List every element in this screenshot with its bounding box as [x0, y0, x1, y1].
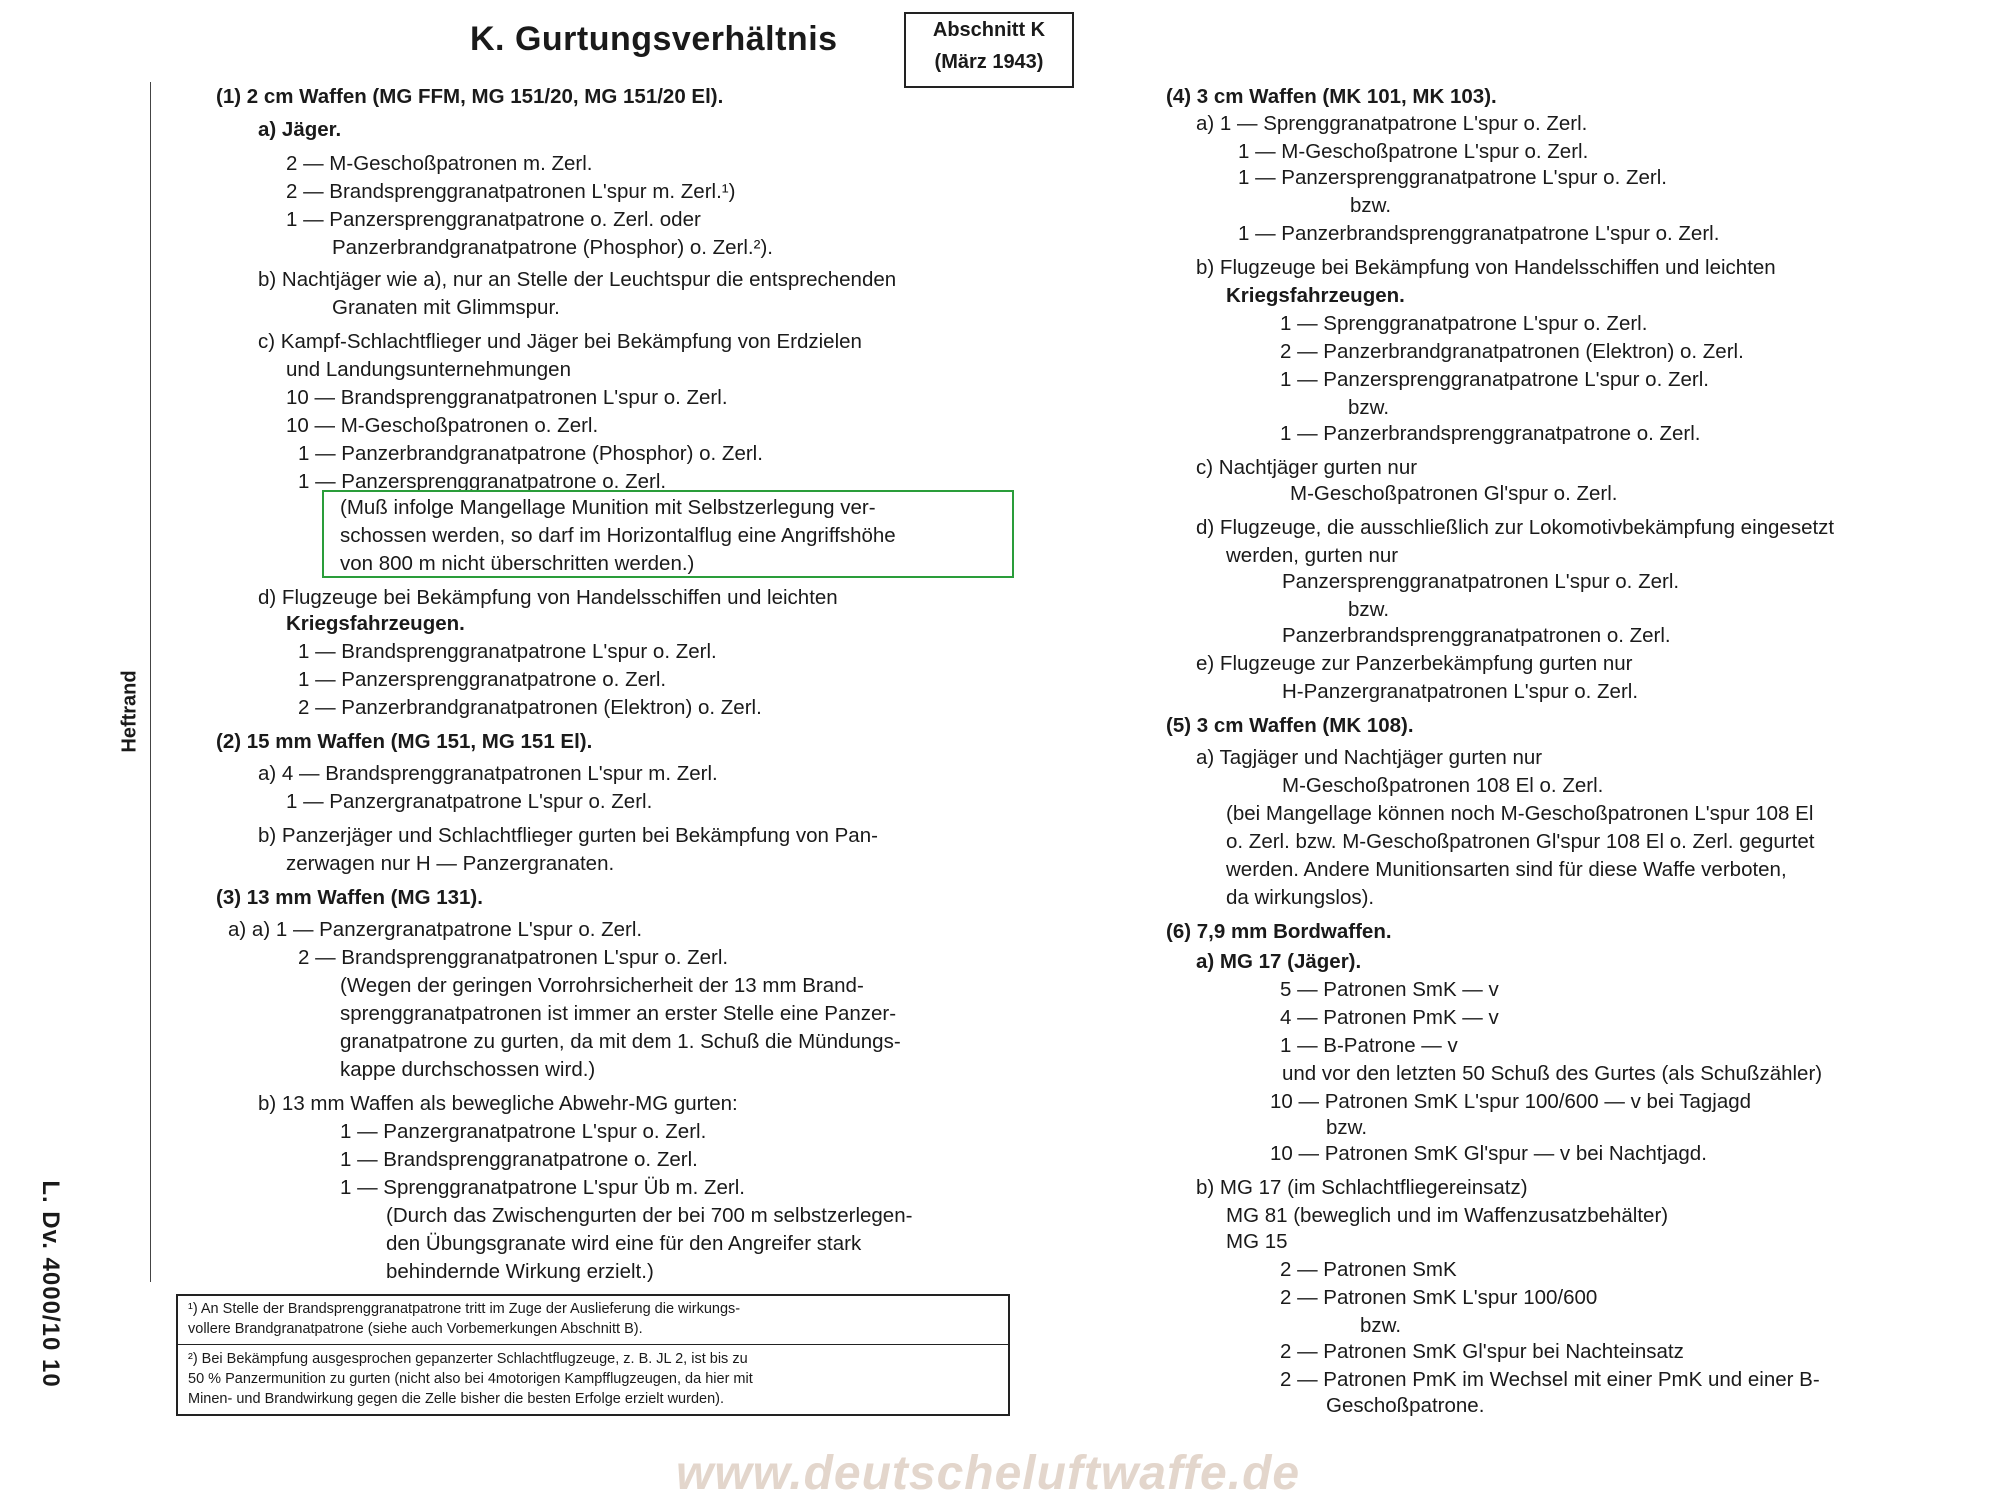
- right_column-line-27: o. Zerl. bzw. M-Geschoßpatronen Gl'spur 108 El o. Zerl. gegurtet: [1226, 830, 1815, 853]
- section-date: (März 1943): [934, 51, 1044, 73]
- left_column-line-41: behindernde Wirkung erzielt.): [386, 1260, 654, 1283]
- left_column-line-28: (3) 13 mm Waffen (MG 131).: [216, 886, 483, 909]
- right_column-line-31: a) MG 17 (Jäger).: [1196, 950, 1362, 973]
- margin-rule: [150, 82, 151, 1282]
- left_column-line-36: 1 — Panzergranatpatrone L'spur o. Zerl.: [340, 1120, 707, 1143]
- left_column-line-38: 1 — Sprenggranatpatrone L'spur Üb m. Zerl.: [340, 1176, 746, 1199]
- right_column-line-7: b) Flugzeuge bei Bekämpfung von Handelsschiffen und leichten: [1196, 256, 1776, 279]
- watermark: www.deutscheluftwaffe.de: [676, 1447, 1301, 1500]
- left_column-line-20: 1 — Brandsprenggranatpatrone L'spur o. Zerl.: [298, 640, 717, 663]
- right_column-line-8: Kriegsfahrzeugen.: [1226, 284, 1405, 307]
- left_column-line-25: 1 — Panzergranatpatrone L'spur o. Zerl.: [286, 790, 653, 813]
- footnotes-box: [176, 1294, 1010, 1416]
- right_column-line-20: Panzerbrandsprenggranatpatronen o. Zerl.: [1282, 624, 1671, 647]
- right_column-line-33: 4 — Patronen PmK — v: [1280, 1006, 1499, 1029]
- right_column-line-44: bzw.: [1360, 1314, 1402, 1337]
- right_column-line-4: 1 — Panzersprenggranatpatrone L'spur o. Zerl.: [1238, 166, 1667, 189]
- right_column-line-9: 1 — Sprenggranatpatrone L'spur o. Zerl.: [1280, 312, 1648, 335]
- left_column-line-31: (Wegen der geringen Vorrohrsicherheit der 13 mm Brand-: [340, 974, 864, 997]
- left_column-line-29: a) a) 1 — Panzergranatpatrone L'spur o. Zerl.: [228, 918, 643, 941]
- right_column-line-40: MG 81 (beweglich und im Waffenzusatzbehälter): [1226, 1204, 1669, 1227]
- footnote-2-line-1: ²) Bei Bekämpfung ausgesprochen gepanzerter Schlachtflugzeuge, z. B. JL 2, ist bis zu: [188, 1351, 748, 1367]
- footnote-1-line-2: vollere Brandgranatpatrone (siehe auch Vorbemerkungen Abschnitt B).: [188, 1321, 643, 1337]
- right_column-line-6: 1 — Panzerbrandsprenggranatpatrone L'spur o. Zerl.: [1238, 222, 1720, 245]
- right_column-line-24: a) Tagjäger und Nachtjäger gurten nur: [1196, 746, 1543, 769]
- right_column-line-32: 5 — Patronen SmK — v: [1280, 978, 1499, 1001]
- left_column-line-32: sprenggranatpatronen ist immer an erster Stelle eine Panzer-: [340, 1002, 897, 1025]
- right_column-line-35: und vor den letzten 50 Schuß des Gurtes (als Schußzähler): [1282, 1062, 1823, 1085]
- left_column-line-11: 10 — Brandsprenggranatpatronen L'spur o. Zerl.: [286, 386, 728, 409]
- left_column-line-23: (2) 15 mm Waffen (MG 151, MG 151 El).: [216, 730, 593, 753]
- right_column-line-5: bzw.: [1350, 194, 1392, 217]
- right_column-line-19: bzw.: [1348, 598, 1390, 621]
- left_column-line-17: von 800 m nicht überschritten werden.): [340, 552, 695, 575]
- page-title: K. Gurtungsverhältnis: [470, 20, 838, 58]
- left_column-line-21: 1 — Panzersprenggranatpatrone o. Zerl.: [298, 668, 667, 691]
- right_column-line-12: bzw.: [1348, 396, 1390, 419]
- right_column-line-13: 1 — Panzerbrandsprenggranatpatrone o. Zerl.: [1280, 422, 1701, 445]
- right_column-line-10: 2 — Panzerbrandgranatpatronen (Elektron) o. Zerl.: [1280, 340, 1744, 363]
- footnote-2-line-3: Minen- und Brandwirkung gegen die Zelle bisher die besten Erfolge erzielt wurden).: [188, 1391, 724, 1407]
- right_column-line-16: d) Flugzeuge, die ausschließlich zur Lokomotivbekämpfung eingesetzt: [1196, 516, 1835, 539]
- left_column-line-15: (Muß infolge Mangellage Munition mit Selbstzerlegung ver-: [340, 496, 876, 519]
- left_column-line-19: Kriegsfahrzeugen.: [286, 612, 465, 635]
- right_column-line-23: (5) 3 cm Waffen (MK 108).: [1166, 714, 1414, 737]
- right_column-line-11: 1 — Panzersprenggranatpatrone L'spur o. Zerl.: [1280, 368, 1709, 391]
- left_column-line-37: 1 — Brandsprenggranatpatrone o. Zerl.: [340, 1148, 698, 1171]
- left_column-line-9: c) Kampf-Schlachtflieger und Jäger bei Bekämpfung von Erdzielen: [258, 330, 862, 353]
- left_column-line-40: den Übungsgranate wird eine für den Angreifer stark: [386, 1232, 862, 1255]
- left_column-line-12: 10 — M-Geschoßpatronen o. Zerl.: [286, 414, 599, 437]
- left_column-line-13: 1 — Panzerbrandgranatpatrone (Phosphor) o. Zerl.: [298, 442, 763, 465]
- left_column-line-3: 2 — M-Geschoßpatronen m. Zerl.: [286, 152, 593, 175]
- right_column-line-18: Panzersprenggranatpatronen L'spur o. Zerl.: [1282, 570, 1680, 593]
- right_column-line-28: werden. Andere Munitionsarten sind für diese Waffe verboten,: [1226, 858, 1787, 881]
- right_column-line-47: Geschoßpatrone.: [1326, 1394, 1485, 1417]
- left_column-line-10: und Landungsunternehmungen: [286, 358, 571, 381]
- right_column-line-22: H-Panzergranatpatronen L'spur o. Zerl.: [1282, 680, 1639, 703]
- right_column-line-15: M-Geschoßpatronen Gl'spur o. Zerl.: [1290, 482, 1618, 505]
- right_column-line-2: a) 1 — Sprenggranatpatrone L'spur o. Zerl.: [1196, 112, 1588, 135]
- left_column-line-24: a) 4 — Brandsprenggranatpatronen L'spur m. Zerl.: [258, 762, 718, 785]
- right_column-line-25: M-Geschoßpatronen 108 El o. Zerl.: [1282, 774, 1604, 797]
- right_column-line-39: b) MG 17 (im Schlachtfliegereinsatz): [1196, 1176, 1528, 1199]
- right_column-line-30: (6) 7,9 mm Bordwaffen.: [1166, 920, 1392, 943]
- left_column-line-35: b) 13 mm Waffen als bewegliche Abwehr-MG gurten:: [258, 1092, 738, 1115]
- left_column-line-7: b) Nachtjäger wie a), nur an Stelle der Leuchtspur die entsprechenden: [258, 268, 897, 291]
- footnote-2-line-2: 50 % Panzermunition zu gurten (nicht also bei 4motorigen Kampfflugzeugen, da hier mit: [188, 1371, 753, 1387]
- right_column-line-34: 1 — B-Patrone — v: [1280, 1034, 1458, 1057]
- right_column-line-14: c) Nachtjäger gurten nur: [1196, 456, 1418, 479]
- left_column-line-4: 2 — Brandsprenggranatpatronen L'spur m. Zerl.¹): [286, 180, 736, 203]
- left_column-line-18: d) Flugzeuge bei Bekämpfung von Handelsschiffen und leichten: [258, 586, 838, 609]
- highlight-box: [322, 490, 1014, 578]
- left_column-line-26: b) Panzerjäger und Schlachtflieger gurten bei Bekämpfung von Pan-: [258, 824, 878, 847]
- right_column-line-46: 2 — Patronen PmK im Wechsel mit einer PmK und einer B-: [1280, 1368, 1820, 1391]
- left_column-line-39: (Durch das Zwischengurten der bei 700 m selbstzerlegen-: [386, 1204, 913, 1227]
- left_column-line-2: a) Jäger.: [258, 118, 342, 141]
- left_column-line-8: Granaten mit Glimmspur.: [332, 296, 560, 319]
- right_column-line-45: 2 — Patronen SmK Gl'spur bei Nachteinsatz: [1280, 1340, 1684, 1363]
- left_column-line-34: kappe durchschossen wird.): [340, 1058, 596, 1081]
- right_column-line-38: 10 — Patronen SmK Gl'spur — v bei Nachtjagd.: [1270, 1142, 1707, 1165]
- right_column-line-42: 2 — Patronen SmK: [1280, 1258, 1457, 1281]
- section-label: Abschnitt K: [932, 19, 1046, 41]
- right_column-line-37: bzw.: [1326, 1116, 1368, 1139]
- right_column-line-1: (4) 3 cm Waffen (MK 101, MK 103).: [1166, 85, 1497, 108]
- left_column-line-5: 1 — Panzersprenggranatpatrone o. Zerl. oder: [286, 208, 701, 231]
- right_column-line-3: 1 — M-Geschoßpatrone L'spur o. Zerl.: [1238, 140, 1589, 163]
- right_column-line-36: 10 — Patronen SmK L'spur 100/600 — v bei Tagjagd: [1270, 1090, 1752, 1113]
- document-code: L. Dv. 4000/10 10: [37, 1180, 64, 1388]
- right_column-line-26: (bei Mangellage können noch M-Geschoßpatronen L'spur 108 El: [1226, 802, 1814, 825]
- right_column-line-17: werden, gurten nur: [1226, 544, 1399, 567]
- right_column-line-41: MG 15: [1226, 1230, 1288, 1253]
- left_column-line-14: 1 — Panzersprenggranatpatrone o. Zerl.: [298, 470, 667, 493]
- footnote-1-line-1: ¹) An Stelle der Brandsprenggranatpatrone tritt im Zuge der Auslieferung die wirkungs-: [188, 1301, 741, 1317]
- left_column-line-22: 2 — Panzerbrandgranatpatronen (Elektron) o. Zerl.: [298, 696, 762, 719]
- left_column-line-16: schossen werden, so darf im Horizontalflug eine Angriffshöhe: [340, 524, 896, 547]
- section-label-box: [904, 12, 1074, 88]
- margin-label: Heftrand: [118, 670, 141, 753]
- right_column-line-29: da wirkungslos).: [1226, 886, 1375, 909]
- left_column-line-1: (1) 2 cm Waffen (MG FFM, MG 151/20, MG 151/20 El).: [216, 85, 724, 108]
- left_column-line-6: Panzerbrandgranatpatrone (Phosphor) o. Zerl.²).: [332, 236, 773, 259]
- left_column-line-27: zerwagen nur H — Panzergranaten.: [286, 852, 615, 875]
- right_column-line-21: e) Flugzeuge zur Panzerbekämpfung gurten nur: [1196, 652, 1633, 675]
- left_column-line-33: granatpatrone zu gurten, da mit dem 1. Schuß die Mündungs-: [340, 1030, 901, 1053]
- right_column-line-43: 2 — Patronen SmK L'spur 100/600: [1280, 1286, 1598, 1309]
- footnote-divider: [178, 1344, 1008, 1345]
- left_column-line-30: 2 — Brandsprenggranatpatronen L'spur o. Zerl.: [298, 946, 729, 969]
